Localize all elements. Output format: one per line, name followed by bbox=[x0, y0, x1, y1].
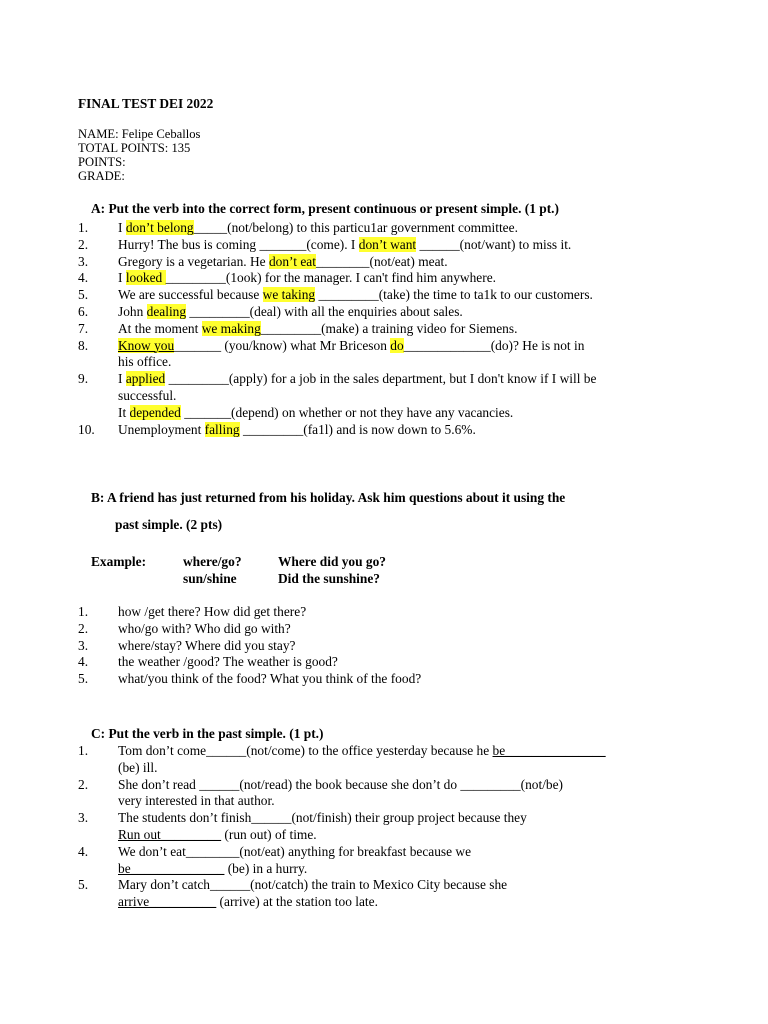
item-number: 10. bbox=[78, 421, 95, 437]
item-number: 8. bbox=[78, 337, 89, 353]
item-number: 3. bbox=[78, 253, 89, 269]
item-text: _________(deal) with all the enquiries about sales. bbox=[186, 304, 463, 319]
item-text: ________(not/eat) meat. bbox=[315, 253, 448, 269]
document-title: FINAL TEST DEI 2022 bbox=[78, 96, 214, 111]
item-text: I bbox=[118, 220, 126, 235]
item-number: 4. bbox=[78, 270, 89, 286]
highlighted-answer: falling bbox=[204, 421, 240, 437]
item-text: _______ (you/know) what Mr Briceson bbox=[174, 337, 391, 353]
item-text: At the moment bbox=[118, 320, 202, 336]
section-a-heading: A: Put the verb into the correct form, present continuous or present simple. (1 pt.) bbox=[91, 201, 559, 216]
item-text: _____________(do)? He is not in bbox=[403, 337, 585, 353]
item-text: Gregory is a vegetarian. He bbox=[118, 253, 269, 269]
example-prompt: where/go? bbox=[183, 554, 242, 569]
answer-text: arrive__________ bbox=[118, 894, 217, 910]
section-c-heading: C: Put the verb in the past simple. (1 pt.) bbox=[91, 726, 324, 741]
section-c-list bbox=[78, 743, 768, 923]
item-number: 5. bbox=[78, 877, 89, 893]
total-points: TOTAL POINTS: 135 bbox=[78, 141, 191, 155]
item-text: We are successful because bbox=[118, 287, 263, 303]
example-answer: Did the sunshine? bbox=[278, 571, 380, 586]
item-text: It bbox=[118, 404, 130, 420]
item-continuation: (arrive) at the station too late. bbox=[216, 894, 378, 910]
item-text: Hurry! The bus is coming _______(come). I bbox=[118, 236, 359, 252]
item-text: _________(1ook) for the manager. I can't find him anywhere. bbox=[165, 270, 496, 286]
highlighted-answer: don’t want bbox=[358, 236, 417, 252]
item-number: 2. bbox=[78, 776, 89, 792]
item-continuation: very interested in that author. bbox=[118, 793, 275, 809]
answer-text: Run out_________ bbox=[118, 826, 222, 842]
item-text: where/stay? Where did you stay? bbox=[118, 637, 296, 653]
item-text: _______(depend) on whether or not they have any vacancies. bbox=[180, 404, 514, 420]
grade-label: GRADE: bbox=[78, 169, 125, 183]
answer-text: be______________ bbox=[118, 860, 225, 876]
item-number: 4. bbox=[78, 654, 89, 670]
highlighted-answer: looked bbox=[125, 270, 166, 286]
highlighted-answer: applied bbox=[125, 371, 166, 387]
item-text: Tom don’t come______(not/come) to the office yesterday because he bbox=[118, 743, 493, 758]
item-continuation: successful. bbox=[118, 387, 177, 403]
item-text: John bbox=[118, 304, 147, 319]
student-name: NAME: Felipe Ceballos bbox=[78, 127, 201, 141]
item-text: Mary don’t catch______(not/catch) the train to Mexico City because she bbox=[118, 877, 508, 893]
section-a-list bbox=[78, 220, 768, 450]
item-text: We don’t eat________(not/eat) anything for breakfast because we bbox=[118, 843, 472, 859]
item-continuation: (run out) of time. bbox=[221, 826, 317, 842]
highlighted-answer: don’t eat bbox=[268, 253, 316, 269]
item-text: I bbox=[118, 371, 126, 387]
item-text: _________(apply) for a job in the sales department, but I don't know if I will be bbox=[165, 371, 597, 387]
item-number: 1. bbox=[78, 220, 89, 235]
highlighted-answer: we taking bbox=[262, 287, 316, 303]
item-text: _________(fa1l) and is now down to 5.6%. bbox=[239, 421, 476, 437]
item-text: _____(not/belong) to this particu1ar government committee. bbox=[193, 220, 518, 235]
item-number: 7. bbox=[78, 320, 89, 336]
highlighted-answer: depended bbox=[129, 404, 181, 420]
item-continuation: (be) ill. bbox=[118, 759, 158, 775]
item-text: what/you think of the food? What you think of the food? bbox=[118, 671, 422, 687]
section-b-heading: B: A friend has just returned from his holiday. Ask him questions about it using the bbox=[91, 490, 566, 505]
item-text: the weather /good? The weather is good? bbox=[118, 654, 338, 670]
item-text: how /get there? How did get there? bbox=[118, 604, 307, 619]
example-prompt: sun/shine bbox=[183, 571, 237, 586]
item-text: She don’t read ______(not/read) the book because she don’t do _________(not/be) bbox=[118, 776, 564, 792]
item-continuation: his office. bbox=[118, 354, 172, 370]
item-number: 2. bbox=[78, 620, 89, 636]
highlighted-answer: do bbox=[390, 337, 404, 353]
section-b-heading-cont: past simple. (2 pts) bbox=[115, 517, 223, 532]
example-label: Example: bbox=[91, 554, 147, 569]
item-text: Unemployment bbox=[118, 421, 205, 437]
item-text: _________(take) the time to ta1k to our customers. bbox=[315, 287, 593, 303]
item-number: 9. bbox=[78, 371, 89, 387]
highlighted-answer: we making bbox=[201, 320, 261, 336]
item-number: 1. bbox=[78, 743, 89, 758]
item-number: 4. bbox=[78, 843, 89, 859]
item-text: I bbox=[118, 270, 126, 286]
example-answer: Where did you go? bbox=[278, 554, 387, 569]
highlighted-answer: don’t belong bbox=[125, 220, 194, 235]
item-number: 2. bbox=[78, 236, 89, 252]
item-number: 5. bbox=[78, 287, 89, 303]
item-number: 6. bbox=[78, 304, 89, 319]
highlighted-answer: Know you bbox=[118, 337, 175, 353]
item-text: _________(make) a training video for Siemens. bbox=[260, 320, 518, 336]
item-text: The students don’t finish______(not/finish) their group project because they bbox=[118, 810, 527, 826]
highlighted-answer: dealing bbox=[146, 304, 187, 319]
item-number: 3. bbox=[78, 810, 89, 826]
section-b-list bbox=[78, 604, 768, 694]
item-number: 1. bbox=[78, 604, 89, 619]
item-text: who/go with? Who did go with? bbox=[118, 620, 291, 636]
answer-text: be_______________ bbox=[492, 743, 606, 758]
points-label: POINTS: bbox=[78, 155, 126, 169]
item-number: 3. bbox=[78, 637, 89, 653]
item-number: 5. bbox=[78, 671, 89, 687]
item-text: ______(not/want) to miss it. bbox=[416, 236, 572, 252]
item-continuation: (be) in a hurry. bbox=[224, 860, 308, 876]
